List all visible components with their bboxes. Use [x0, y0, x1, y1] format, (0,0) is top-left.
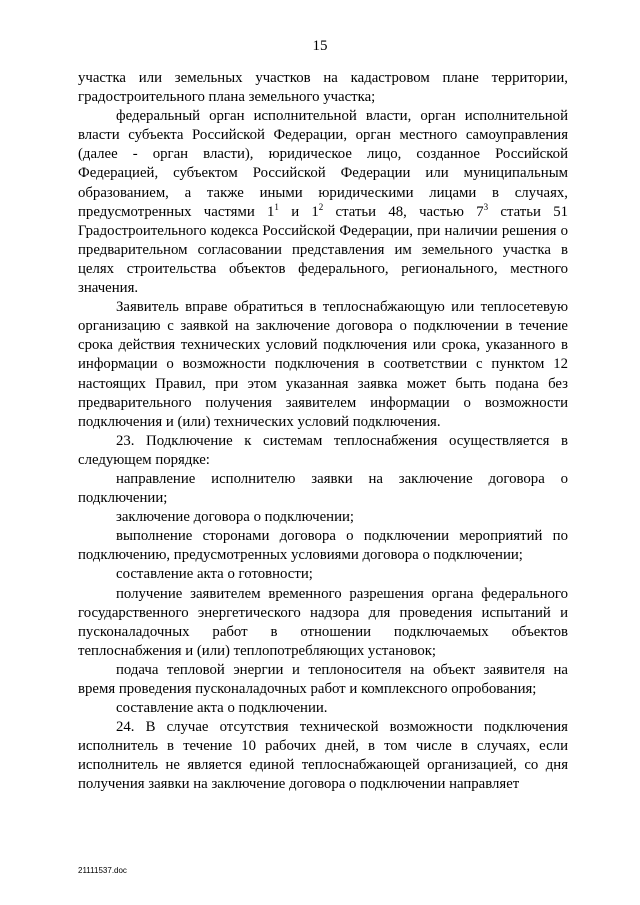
- list-item: заключение договора о подключении;: [116, 509, 355, 526]
- paragraph-applicants: [78, 107, 568, 298]
- superscript: 3: [483, 201, 489, 212]
- text-run: статьи 48, частью 7: [323, 203, 484, 220]
- footer-document-code: 21111537.doc: [78, 866, 127, 875]
- paragraph-section-24: 24. В случае отсутствия технической возможности подключения исполнитель в течение 10 рабочих дней, в том числе в случаях, если исполнитель не является единой теплоснабжающей организацией, со дня получения заявки на заключение договора о подключении направляет: [78, 719, 568, 793]
- list-item: составление акта о готовности;: [116, 566, 313, 583]
- text-run: федеральный орган исполнительной власти, орган исполнительной власти субъекта Российской Федерации, орган местного самоуправления (далее - орган власти), юридическое лицо, созданное Российской Федерацией, субъектом Российской Федерации или муниципальным образованием, а также иными юридическими лицами в случаях, предусмотренных частями 1: [78, 108, 568, 220]
- document-body: [78, 69, 568, 795]
- superscript: 2: [318, 201, 324, 212]
- list-item: выполнение сторонами договора о подключении мероприятий по подключению, предусмотренных условиями договора о подключении;: [78, 528, 568, 564]
- list-item: получение заявителем временного разрешения органа федерального государственного энергетического надзора для проведения испытаний и пусконаладочных работ в отношении подключаемых объектов теплоснабжения и (или) теплопотребляющих установок;: [78, 585, 568, 659]
- page-number: 15: [312, 38, 328, 54]
- list-item: составление акта о подключении.: [116, 700, 328, 717]
- text-run: статьи 51 Градостроительного кодекса Российской Федерации, при наличии решения о предварительном согласовании представления им земельного участка в целях строительства объектов федерального, регионального, местного значения.: [78, 203, 569, 297]
- list-item: подача тепловой энергии и теплоносителя на объект заявителя на время проведения пусконаладочных работ и комплексного опробования;: [78, 661, 568, 697]
- paragraph-applicant-right: Заявитель вправе обратиться в теплоснабжающую или теплосетевую организацию с заявкой на заключение договора о подключении в течение срока действия технических условий подключения или срока, указанного в информации о возможности подключения в соответствии с пунктом 12 настоящих Правил, при этом указанная заявка может быть подана без предварительного получения заявителем информации о возможности подключения и (или) технических условий подключения.: [78, 299, 568, 430]
- superscript: 1: [274, 201, 279, 212]
- paragraph-section-23: 23. Подключение к системам теплоснабжения осуществляется в следующем порядке:: [78, 432, 568, 468]
- paragraph-continuation: участка или земельных участков на кадастровом плане территории, градостроительного плана земельного участка;: [78, 70, 568, 106]
- list-item: направление исполнителю заявки на заключение договора о подключении;: [78, 470, 568, 507]
- text-run: и 1: [278, 203, 319, 220]
